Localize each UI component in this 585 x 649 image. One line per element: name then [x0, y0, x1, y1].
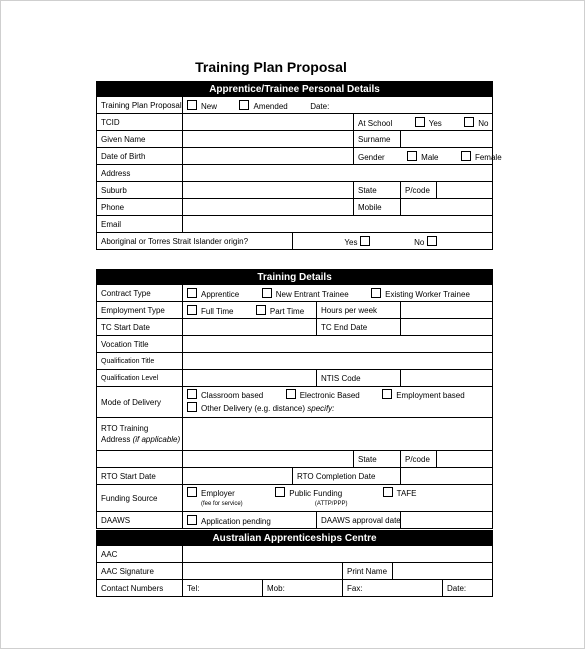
label-rto-completion-date: RTO Completion Date [293, 468, 401, 485]
label-email: Email [97, 216, 183, 233]
label-qualification-title: Qualification Title [97, 353, 183, 370]
section-header-personal: Apprentice/Trainee Personal Details [97, 82, 493, 97]
label-phone: Phone [97, 199, 183, 216]
label-address: Address [97, 165, 183, 182]
employment-based-checkbox[interactable] [382, 389, 392, 399]
part-time-checkbox[interactable] [256, 305, 266, 315]
tcid-field[interactable] [183, 114, 354, 131]
label-given-name: Given Name [97, 131, 183, 148]
suburb-field[interactable] [183, 182, 354, 199]
tc-end-date-field[interactable] [401, 319, 493, 336]
electronic-checkbox[interactable] [286, 389, 296, 399]
at-school-no-checkbox[interactable] [464, 117, 474, 127]
contact-date-field[interactable] [443, 580, 493, 597]
rto-start-date-field[interactable] [183, 468, 293, 485]
other-delivery-checkbox[interactable] [187, 402, 197, 412]
proposal-type-row [183, 97, 493, 114]
gender-label: Gender [358, 152, 385, 162]
rto-suburb-field[interactable] [183, 451, 354, 468]
label-tc-start-date: TC Start Date [97, 319, 183, 336]
part-time-label: Part Time [269, 306, 305, 316]
apprentice-checkbox[interactable] [187, 288, 197, 298]
fax-field[interactable] [343, 580, 443, 597]
existing-worker-label: Existing Worker Trainee [385, 289, 470, 299]
employer-label: Employer [201, 489, 235, 498]
classroom-label: Classroom based [201, 391, 264, 400]
label-daaws-approval-date: DAAWS approval date [317, 512, 401, 529]
label-training-plan-proposal: Training Plan Proposal [97, 97, 183, 114]
training-details-table [96, 269, 493, 529]
qualification-level-field[interactable] [183, 370, 317, 387]
mob-label: Mob: [267, 583, 285, 593]
date-label: Date: [310, 101, 330, 111]
rto-pcode-field[interactable] [437, 451, 493, 468]
new-entrant-label: New Entrant Trainee [275, 289, 349, 299]
label-date-of-birth: Date of Birth [97, 148, 183, 165]
rto-training-address-label [97, 418, 183, 451]
daaws-pending-row [183, 512, 317, 529]
new-label: New [201, 101, 218, 111]
public-funding-label: Public Funding [289, 489, 343, 498]
tel-label: Tel: [187, 583, 200, 593]
label-address-rto: Address [101, 435, 131, 444]
employment-type-row [183, 302, 317, 319]
at-school-yes-checkbox[interactable] [415, 117, 425, 127]
female-label: Female [474, 152, 502, 162]
daaws-approval-date-field[interactable] [401, 512, 493, 529]
label-state: State [354, 182, 401, 199]
attp-note: (ATTP/PPP) [314, 501, 348, 507]
label-rto-start-date: RTO Start Date [97, 468, 183, 485]
label-mobile: Mobile [354, 199, 401, 216]
fax-label: Fax: [347, 583, 363, 593]
aboriginal-origin-row [293, 233, 493, 250]
aboriginal-yes-label: Yes [344, 237, 358, 247]
label-employment-type: Employment Type [97, 302, 183, 319]
rto-address-field[interactable] [183, 418, 493, 451]
funding-source-row [183, 485, 493, 512]
label-aboriginal-origin: Aboriginal or Torres Strait Islander origin? [97, 233, 293, 250]
female-checkbox[interactable] [461, 151, 471, 161]
surname-field[interactable] [401, 131, 493, 148]
amended-label: Amended [253, 101, 288, 111]
qualification-title-field[interactable] [183, 353, 493, 370]
other-delivery-label: Other Delivery (e.g. distance) [201, 404, 306, 413]
full-time-label: Full Time [201, 306, 234, 316]
tc-start-date-field[interactable] [183, 319, 317, 336]
gender-row [354, 148, 502, 165]
label-aac-signature: AAC Signature [97, 563, 183, 580]
public-funding-checkbox[interactable] [275, 487, 285, 497]
mode-of-delivery-row [183, 387, 493, 418]
section-header-training: Training Details [97, 270, 493, 285]
aac-table [96, 530, 493, 597]
label-daaws: DAAWS [97, 512, 183, 529]
at-school-label: At School [358, 118, 393, 128]
label-rto-state: State [354, 451, 401, 468]
classroom-checkbox[interactable] [187, 389, 197, 399]
personal-details-table [96, 81, 502, 250]
male-checkbox[interactable] [407, 151, 417, 161]
tel-field[interactable] [183, 580, 263, 597]
full-time-checkbox[interactable] [187, 305, 197, 315]
employment-based-label: Employment based [396, 391, 465, 400]
phone-field[interactable] [183, 199, 354, 216]
application-pending-label: Application pending [201, 516, 271, 526]
mobile-field[interactable] [401, 199, 493, 216]
aboriginal-no-checkbox[interactable] [427, 236, 437, 246]
amended-checkbox[interactable] [239, 100, 249, 110]
label-tcid: TCID [97, 114, 183, 131]
aac-signature-field[interactable] [183, 563, 343, 580]
fee-for-service-note: (fee for service) [201, 501, 243, 507]
page-title: Training Plan Proposal [195, 59, 347, 75]
ntis-code-field[interactable] [401, 370, 493, 387]
aac-field[interactable] [183, 546, 493, 563]
no-label: No [478, 118, 489, 128]
new-entrant-checkbox[interactable] [262, 288, 272, 298]
hours-per-week-field[interactable] [401, 302, 493, 319]
contact-date-label: Date: [447, 583, 467, 593]
label-rto-training: RTO Training [101, 424, 149, 433]
label-print-name: Print Name [343, 563, 393, 580]
label-suburb: Suburb [97, 182, 183, 199]
contract-type-row [183, 285, 493, 302]
label-aac: AAC [97, 546, 183, 563]
label-vocation-title: Vocation Title [97, 336, 183, 353]
label-contact-numbers: Contact Numbers [97, 580, 183, 597]
tafe-checkbox[interactable] [383, 487, 393, 497]
pcode-field[interactable] [437, 182, 493, 199]
at-school-row [354, 114, 493, 131]
yes-label: Yes [428, 118, 442, 128]
rto-completion-date-field[interactable] [401, 468, 493, 485]
label-ntis-code: NTIS Code [317, 370, 401, 387]
label-surname: Surname [354, 131, 401, 148]
email-field[interactable] [183, 216, 493, 233]
employer-checkbox[interactable] [187, 487, 197, 497]
apprentice-label: Apprentice [201, 289, 240, 299]
existing-worker-checkbox[interactable] [371, 288, 381, 298]
aboriginal-yes-checkbox[interactable] [360, 236, 370, 246]
label-contract-type: Contract Type [97, 285, 183, 302]
label-pcode: P/code [401, 182, 437, 199]
section-header-aac: Australian Apprenticeships Centre [97, 531, 493, 546]
dob-field[interactable] [183, 148, 354, 165]
label-if-applicable: (if applicable) [132, 435, 181, 444]
print-name-field[interactable] [393, 563, 493, 580]
label-qualification-level: Qualification Level [97, 370, 183, 387]
rto-blank-cell [97, 451, 183, 468]
label-tc-end-date: TC End Date [317, 319, 401, 336]
aboriginal-no-label: No [414, 237, 425, 247]
male-label: Male [421, 152, 439, 162]
new-checkbox[interactable] [187, 100, 197, 110]
label-funding-source: Funding Source [97, 485, 183, 512]
label-rto-pcode: P/code [401, 451, 437, 468]
tafe-label: TAFE [396, 489, 417, 498]
application-pending-checkbox[interactable] [187, 515, 197, 525]
electronic-label: Electronic Based [299, 391, 360, 400]
label-mode-of-delivery: Mode of Delivery [97, 387, 183, 418]
specify-label: specify: [307, 404, 335, 413]
label-hours-per-week: Hours per week [317, 302, 401, 319]
vocation-title-field[interactable] [183, 336, 493, 353]
given-name-field[interactable] [183, 131, 354, 148]
address-field[interactable] [183, 165, 493, 182]
mob-field[interactable] [263, 580, 343, 597]
